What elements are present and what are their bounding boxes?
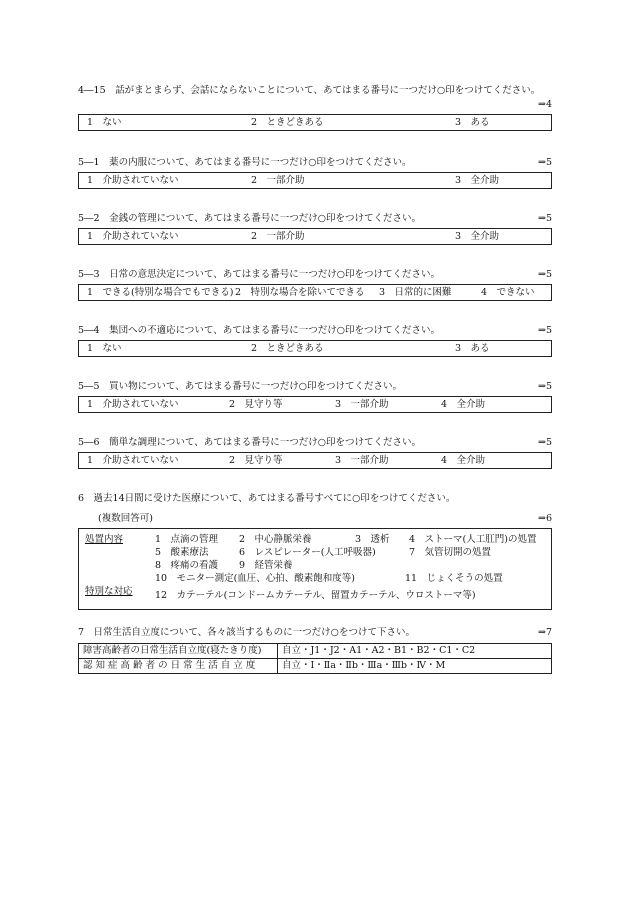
question-5-2 bbox=[78, 212, 552, 245]
medical-treatment-box bbox=[78, 528, 552, 610]
option-2[interactable]: 2 特別な場合を除いてできる bbox=[235, 287, 365, 298]
option-2[interactable]: 2 一部介助 bbox=[251, 231, 305, 242]
question-arrow: ⇒4 bbox=[537, 99, 552, 110]
question-arrow: ⇒5 bbox=[537, 269, 552, 280]
option-4[interactable]: 4 全介助 bbox=[441, 399, 486, 410]
question-subline bbox=[78, 512, 552, 526]
question-text: 4―15 話がまとまらず、会話にならないことについて、あてはまる番号に一つだけ○印をつけてください。 bbox=[78, 85, 541, 96]
question-text: 7 日常生活自立度について、各々該当するものに一つだけ○をつけて下さい。 ⇒7 bbox=[78, 627, 552, 638]
question-text: 5―5 買い物について、あてはまる番号に一つだけ○印をつけてください。 ⇒5 bbox=[78, 381, 552, 392]
question-5-1 bbox=[78, 156, 552, 189]
option-box bbox=[78, 396, 552, 413]
disabled-elderly-label: 障害高齢者の日常生活自立度(寝たきり度) bbox=[79, 644, 278, 659]
treatment-item-1[interactable]: 1 点滴の管理 bbox=[155, 534, 219, 545]
question-5-5 bbox=[78, 380, 552, 413]
question-arrow: ⇒5 bbox=[537, 325, 552, 336]
option-1[interactable]: 1 介助されていない bbox=[87, 231, 179, 242]
option-1[interactable]: 1 ない bbox=[87, 343, 122, 354]
treatment-item-6[interactable]: 6 レスピレーター(人工呼吸器) bbox=[239, 547, 376, 558]
question-4-15 bbox=[78, 84, 552, 131]
question-arrow: ⇒6 bbox=[537, 513, 552, 524]
dementia-elderly-label: 認 知 症 高 齢 者 の 日 常 生 活 自 立 度 bbox=[79, 659, 278, 674]
treatment-label: 処置内容 bbox=[85, 534, 124, 545]
treatment-item-2[interactable]: 2 中心静脈栄養 bbox=[239, 534, 312, 545]
question-arrow: ⇒5 bbox=[537, 157, 552, 168]
table-row bbox=[79, 659, 552, 674]
option-2[interactable]: 2 ときどきある bbox=[251, 343, 324, 354]
option-1[interactable]: 1 介助されていない bbox=[87, 175, 179, 186]
option-box bbox=[78, 228, 552, 245]
option-box bbox=[78, 452, 552, 469]
special-item-10[interactable]: 10 モニター測定(血圧、心拍、酸素飽和度等) bbox=[155, 573, 356, 584]
question-7 bbox=[78, 626, 552, 674]
option-1[interactable]: 1 介助されていない bbox=[87, 455, 179, 466]
special-item-11[interactable]: 11 じょくそうの処置 bbox=[405, 573, 503, 584]
option-4[interactable]: 4 全介助 bbox=[441, 455, 486, 466]
special-item-12[interactable]: 12 カテーテル(コンドームカテーテル、留置カテーテル、ウロストーマ等) bbox=[155, 590, 476, 601]
option-3[interactable]: 3 一部介助 bbox=[335, 399, 389, 410]
treatment-item-3[interactable]: 3 透析 bbox=[355, 534, 390, 545]
option-1[interactable]: 1 ない bbox=[87, 117, 122, 128]
option-box bbox=[78, 284, 552, 301]
question-text: 5―1 薬の内服について、あてはまる番号に一つだけ○印をつけてください。 ⇒5 bbox=[78, 157, 552, 168]
question-arrow: ⇒5 bbox=[537, 213, 552, 224]
question-text: 5―3 日常の意思決定について、あてはまる番号に一つだけ○印をつけてください。 ⇒5 bbox=[78, 269, 552, 280]
option-box bbox=[78, 114, 552, 131]
independence-table bbox=[78, 643, 552, 674]
option-2[interactable]: 2 一部介助 bbox=[251, 175, 305, 186]
question-arrow: ⇒5 bbox=[537, 437, 552, 448]
question-text: 5―6 簡単な調理について、あてはまる番号に一つだけ○印をつけてください。 ⇒5 bbox=[78, 437, 552, 448]
question-text: 5―4 集団への不適応について、あてはまる番号に一つだけ○印をつけてください。 ⇒5 bbox=[78, 325, 552, 336]
option-3[interactable]: 3 ある bbox=[455, 117, 490, 128]
option-1[interactable]: 1 介助されていない bbox=[87, 399, 179, 410]
treatment-item-9[interactable]: 9 経管栄養 bbox=[239, 560, 293, 571]
option-3[interactable]: 3 ある bbox=[455, 343, 490, 354]
option-box bbox=[78, 172, 552, 189]
treatment-item-7[interactable]: 7 気管切開の処置 bbox=[409, 547, 492, 558]
option-2[interactable]: 2 見守り等 bbox=[229, 399, 283, 410]
question-text: 6 過去14日間に受けた医療について、あてはまる番号すべてに○印をつけてください。 bbox=[78, 493, 456, 504]
option-2[interactable]: 2 見守り等 bbox=[229, 455, 283, 466]
treatment-item-5[interactable]: 5 酸素療法 bbox=[155, 547, 209, 558]
question-arrow: ⇒7 bbox=[537, 627, 552, 638]
option-box bbox=[78, 340, 552, 357]
question-arrow: ⇒5 bbox=[537, 381, 552, 392]
question-6 bbox=[78, 492, 552, 610]
question-5-4 bbox=[78, 324, 552, 357]
dementia-elderly-options[interactable]: 自立・Ⅰ・Ⅱa・Ⅱb・Ⅲa・Ⅲb・Ⅳ・M bbox=[278, 659, 552, 674]
option-3[interactable]: 3 全介助 bbox=[455, 231, 500, 242]
treatment-item-4[interactable]: 4 ストーマ(人工肛門)の処置 bbox=[409, 534, 537, 545]
table-row bbox=[79, 644, 552, 659]
option-4[interactable]: 4 できない bbox=[481, 287, 535, 298]
disabled-elderly-options[interactable]: 自立・J1・J2・A1・A2・B1・B2・C1・C2 bbox=[278, 644, 552, 659]
option-3[interactable]: 3 日常的に困難 bbox=[379, 287, 452, 298]
option-3[interactable]: 3 全介助 bbox=[455, 175, 500, 186]
option-1[interactable]: 1 できる(特別な場合でもできる) bbox=[87, 287, 234, 298]
special-care-label: 特別な対応 bbox=[85, 586, 133, 597]
question-5-6 bbox=[78, 436, 552, 469]
option-3[interactable]: 3 一部介助 bbox=[335, 455, 389, 466]
treatment-item-8[interactable]: 8 疼痛の看護 bbox=[155, 560, 219, 571]
question-text: 5―2 金銭の管理について、あてはまる番号に一つだけ○印をつけてください。 ⇒5 bbox=[78, 213, 552, 224]
option-2[interactable]: 2 ときどきある bbox=[251, 117, 324, 128]
multiple-answer-note: (複数回答可) bbox=[98, 513, 153, 524]
question-5-3 bbox=[78, 268, 552, 301]
